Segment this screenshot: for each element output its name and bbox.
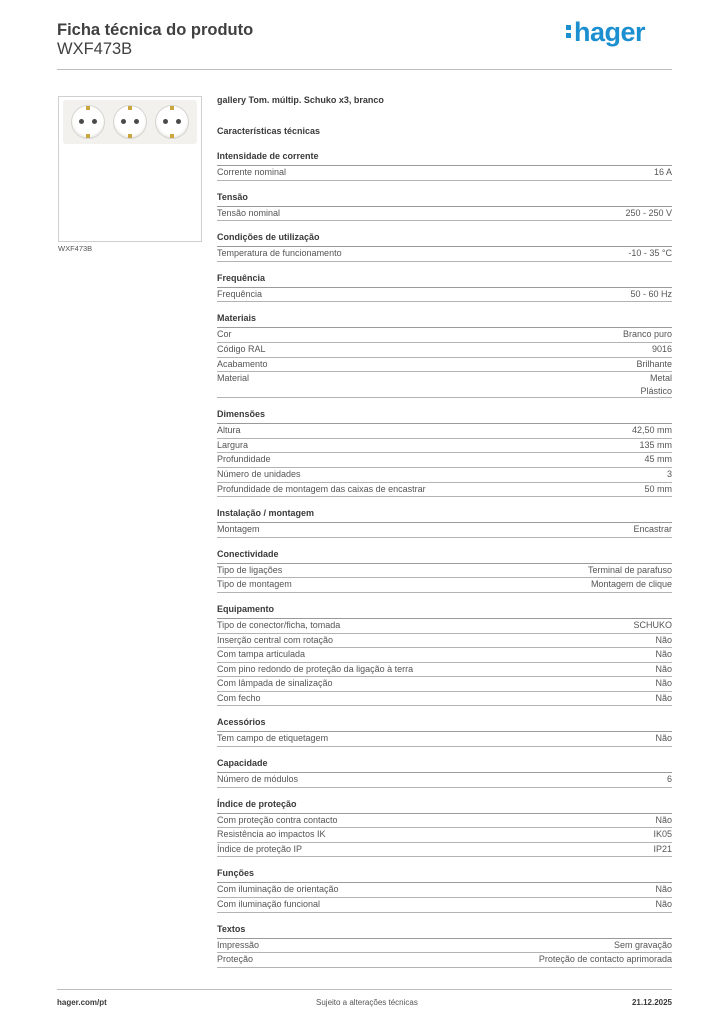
- spec-label: Número de unidades: [217, 468, 301, 479]
- spec-section: [217, 272, 672, 303]
- socket-icon: [155, 105, 189, 139]
- spec-value-line: 16 A: [653, 167, 672, 177]
- spec-row: [217, 343, 672, 358]
- spec-row: [217, 773, 672, 788]
- section-heading: Tensão: [217, 191, 672, 207]
- spec-value: [655, 898, 672, 912]
- spec-row: [217, 634, 672, 649]
- spec-value-line: 6: [666, 774, 672, 785]
- spec-value-line: Montagem de clique: [590, 579, 672, 590]
- page-title: Ficha técnica do produto: [57, 21, 254, 39]
- socket-icon: [113, 105, 147, 139]
- spec-section: [217, 191, 672, 222]
- spec-value-line: Metal: [649, 373, 672, 384]
- spec-row: [217, 648, 672, 663]
- spec-row: [217, 564, 672, 579]
- section-heading: Funções: [217, 867, 672, 883]
- spec-row: [217, 883, 672, 898]
- spec-label: Corrente nominal: [217, 167, 287, 177]
- socket-icon: [71, 105, 105, 139]
- spec-label: Impressão: [217, 939, 260, 950]
- spec-value: [539, 953, 672, 967]
- spec-value: [655, 883, 672, 897]
- spec-row: [217, 483, 672, 498]
- spec-value: [633, 619, 672, 633]
- spec-value: [588, 564, 672, 578]
- spec-value: [644, 483, 672, 497]
- spec-value: [655, 814, 672, 828]
- spec-row: [217, 358, 672, 373]
- spec-value: [636, 358, 672, 372]
- spec-row: [217, 288, 672, 303]
- spec-value: [652, 343, 672, 357]
- spec-value-line: Não: [655, 663, 672, 674]
- characteristics-title: Características técnicas: [217, 126, 321, 136]
- spec-row: [217, 953, 672, 968]
- spec-label: Montagem: [217, 524, 260, 535]
- spec-label: Com fecho: [217, 692, 261, 703]
- spec-value-line: SCHUKO: [633, 619, 672, 630]
- section-heading: Textos: [217, 923, 672, 939]
- spec-row: [217, 166, 672, 181]
- spec-value: [614, 939, 672, 953]
- spec-section: [217, 757, 672, 788]
- spec-row: [217, 424, 672, 439]
- spec-label: Tem campo de etiquetagem: [217, 733, 329, 744]
- section-heading: Capacidade: [217, 757, 672, 773]
- spec-label: Com pino redondo de proteção da ligação à terra: [217, 663, 414, 674]
- spec-section: [217, 867, 672, 912]
- spec-value: [655, 663, 672, 677]
- spec-section: [217, 507, 672, 538]
- section-heading: Frequência: [217, 272, 672, 288]
- image-caption: WXF473B: [58, 244, 93, 253]
- spec-value: [639, 439, 672, 453]
- spec-label: Inserção central com rotação: [217, 634, 334, 645]
- spec-value-line: Não: [655, 733, 672, 744]
- spec-row: [217, 843, 672, 858]
- spec-value: [655, 732, 672, 746]
- spec-value-line: Não: [655, 634, 672, 645]
- spec-section: [217, 231, 672, 262]
- spec-row: [217, 732, 672, 747]
- spec-value: [655, 648, 672, 662]
- spec-value-line: Brilhante: [636, 358, 672, 369]
- spec-value: [632, 424, 672, 438]
- header-divider: [57, 69, 672, 70]
- spec-value-line: Não: [655, 649, 672, 660]
- spec-label: Tensão nominal: [217, 207, 281, 218]
- footer-date: 21.12.2025: [631, 998, 672, 1007]
- spec-label: Com iluminação de orientação: [217, 884, 339, 895]
- spec-label: Com tampa articulada: [217, 649, 306, 660]
- spec-value-line: Branco puro: [622, 329, 672, 340]
- spec-value-line: 3: [666, 468, 672, 479]
- footer-divider: [57, 989, 672, 990]
- spec-content: [217, 95, 672, 968]
- spec-row: [217, 207, 672, 222]
- spec-row: [217, 328, 672, 343]
- spec-value: [655, 634, 672, 648]
- spec-row: [217, 372, 672, 398]
- spec-label: Acabamento: [217, 358, 268, 369]
- spec-label: Com lâmpada de sinalização: [217, 678, 333, 689]
- spec-value-line: 50 mm: [644, 483, 672, 494]
- spec-row: [217, 814, 672, 829]
- spec-value: [654, 166, 672, 180]
- spec-label: Com iluminação funcional: [217, 899, 321, 910]
- spec-label: Frequência: [217, 288, 263, 299]
- spec-row: [217, 578, 672, 593]
- spec-label: Resistência ao impactos IK: [217, 829, 326, 840]
- spec-value-line: IK05: [653, 829, 672, 840]
- logo-text: hager: [574, 17, 646, 47]
- spec-value-line: 9016: [651, 343, 672, 354]
- spec-row: [217, 692, 672, 707]
- section-heading: Instalação / montagem: [217, 507, 672, 523]
- logo-mark-icon: [566, 21, 571, 43]
- spec-label: Profundidade: [217, 454, 271, 465]
- spec-value-line: -10 - 35 °C: [628, 248, 672, 259]
- spec-label: Código RAL: [217, 343, 266, 354]
- spec-value: [653, 828, 672, 842]
- spec-row: [217, 468, 672, 483]
- spec-row: [217, 453, 672, 468]
- spec-value-line: Terminal de parafuso: [587, 564, 672, 575]
- spec-value-line: 45 mm: [644, 454, 672, 465]
- spec-label: Índice de proteção IP: [217, 843, 303, 854]
- section-heading: Intensidade de corrente: [217, 150, 672, 166]
- spec-row: [217, 898, 672, 913]
- socket-strip-illustration: [63, 100, 197, 144]
- spec-value-line: Sem gravação: [613, 939, 672, 950]
- spec-value-line: IP21: [653, 843, 672, 854]
- spec-label: Largura: [217, 439, 249, 450]
- spec-section: [217, 548, 672, 593]
- spec-value: [633, 523, 672, 537]
- spec-label: Profundidade de montagem das caixas de encastrar: [217, 483, 426, 494]
- spec-section: [217, 603, 672, 707]
- spec-label: Cor: [217, 329, 232, 340]
- section-heading: Materiais: [217, 312, 672, 328]
- spec-label: Material: [217, 373, 250, 384]
- spec-value-line: Não: [655, 899, 672, 910]
- spec-sections: [217, 150, 672, 968]
- section-heading: Acessórios: [217, 716, 672, 732]
- spec-value: [667, 773, 672, 787]
- spec-value: [625, 207, 672, 221]
- spec-section: [217, 408, 672, 497]
- spec-label: Número de módulos: [217, 774, 299, 785]
- product-name: gallery Tom. múltip. Schuko x3, branco: [217, 95, 384, 105]
- product-code: WXF473B: [57, 40, 133, 58]
- footer-note: Sujeito a alterações técnicas: [316, 998, 418, 1007]
- spec-value: [623, 328, 672, 342]
- spec-value-line: Encastrar: [633, 524, 672, 535]
- spec-row: [217, 677, 672, 692]
- spec-value-line: 250 - 250 V: [625, 207, 672, 218]
- spec-row: [217, 939, 672, 954]
- document-header: [57, 20, 253, 59]
- section-heading: Índice de proteção: [217, 798, 672, 814]
- footer-website-link[interactable]: hager.com/pt: [57, 998, 107, 1007]
- spec-row: [217, 247, 672, 262]
- spec-section: [217, 798, 672, 858]
- spec-row: [217, 439, 672, 454]
- section-heading: Equipamento: [217, 603, 672, 619]
- spec-value-line: 135 mm: [639, 439, 672, 450]
- section-heading: Condições de utilização: [217, 231, 672, 247]
- spec-value: [644, 453, 672, 467]
- spec-value: [653, 843, 672, 857]
- spec-value: [591, 578, 672, 592]
- spec-value: [630, 288, 672, 302]
- spec-label: Altura: [217, 425, 241, 436]
- spec-value-line: Plástico: [640, 385, 672, 396]
- spec-label: Tipo de montagem: [217, 579, 292, 590]
- spec-value-line: Não: [655, 884, 672, 895]
- product-image: [58, 96, 202, 242]
- spec-value-line: 42,50 mm: [631, 425, 672, 436]
- spec-row: [217, 663, 672, 678]
- spec-label: Proteção: [217, 954, 254, 965]
- spec-value: [628, 247, 672, 261]
- spec-value-line: 50 - 60 Hz: [630, 288, 672, 299]
- spec-label: Com proteção contra contacto: [217, 814, 338, 825]
- spec-section: [217, 923, 672, 968]
- spec-row: [217, 523, 672, 538]
- spec-value: [640, 372, 672, 397]
- spec-value: [667, 468, 672, 482]
- spec-label: Tipo de conector/ficha, tomada: [217, 619, 341, 630]
- spec-row: [217, 619, 672, 634]
- spec-label: Temperatura de funcionamento: [217, 248, 342, 259]
- spec-section: [217, 150, 672, 181]
- spec-row: [217, 828, 672, 843]
- spec-value-line: Não: [655, 814, 672, 825]
- spec-value: [655, 692, 672, 706]
- hager-logo: [566, 17, 645, 47]
- section-heading: Conectividade: [217, 548, 672, 564]
- spec-value-line: Não: [655, 692, 672, 703]
- spec-value: [655, 677, 672, 691]
- spec-value-line: Proteção de contacto aprimorada: [538, 954, 672, 965]
- spec-section: [217, 312, 672, 398]
- spec-value-line: Não: [655, 678, 672, 689]
- spec-section: [217, 716, 672, 747]
- section-heading: Dimensões: [217, 408, 672, 424]
- spec-label: Tipo de ligações: [217, 564, 283, 575]
